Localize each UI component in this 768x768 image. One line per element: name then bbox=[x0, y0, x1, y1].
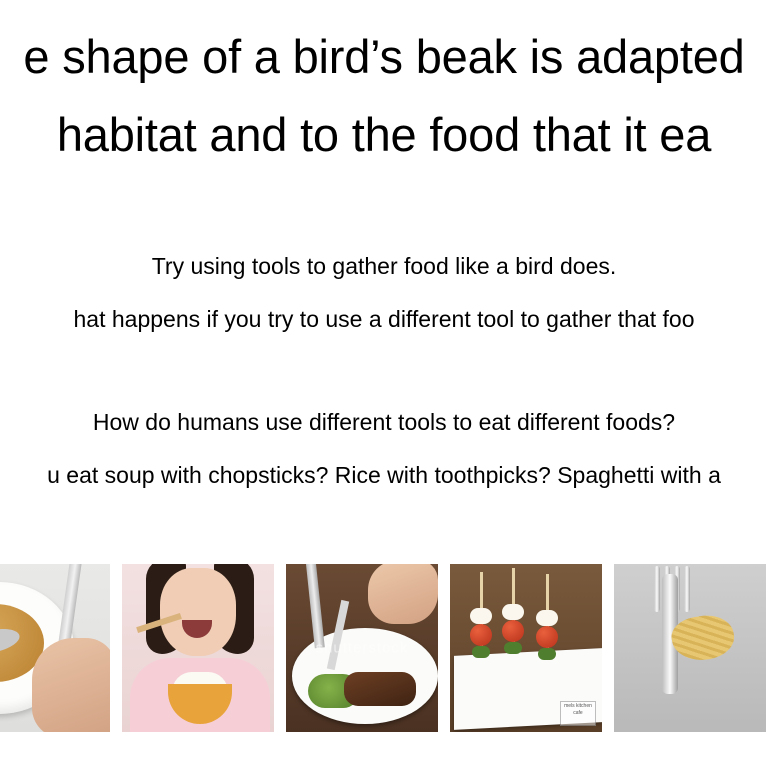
watermark-text: shutterstock bbox=[315, 639, 409, 657]
mozzarella-piece bbox=[470, 608, 492, 624]
basil-leaf bbox=[472, 646, 490, 658]
fork-tine bbox=[684, 566, 690, 612]
soup-bowl-photo bbox=[0, 564, 110, 732]
mozzarella-piece bbox=[502, 604, 524, 620]
body-line-3: How do humans use different tools to eat different foods? bbox=[92, 409, 676, 435]
knife-icon bbox=[305, 564, 325, 648]
slide-title bbox=[0, 18, 768, 174]
watermark-text: mels kitchen cafe bbox=[560, 701, 596, 726]
hand-shape bbox=[32, 638, 110, 732]
title-line-1: e shape of a bird’s beak is adapted bbox=[23, 30, 745, 83]
face-shape bbox=[160, 568, 236, 656]
spaghetti-shape bbox=[669, 611, 738, 665]
woman-rice-bowl-photo bbox=[122, 564, 274, 732]
tomato-piece bbox=[470, 624, 492, 646]
body-line-4: u eat soup with chopsticks? Rice with toothpicks? Spaghetti with a bbox=[47, 462, 721, 488]
basil-leaf bbox=[504, 642, 522, 654]
basil-leaf bbox=[538, 648, 556, 660]
tomato-piece bbox=[536, 626, 558, 648]
photo-strip bbox=[0, 564, 768, 732]
fork-tine bbox=[654, 566, 660, 612]
caprese-skewers-photo bbox=[450, 564, 602, 732]
steak-shape bbox=[344, 672, 416, 706]
steak-plate-photo bbox=[286, 564, 438, 732]
title-line-2: habitat and to the food that it ea bbox=[56, 108, 712, 161]
tomato-piece bbox=[502, 620, 524, 642]
slide-body bbox=[0, 240, 768, 502]
mozzarella-piece bbox=[536, 610, 558, 626]
knife-icon bbox=[58, 564, 82, 646]
body-line-2: hat happens if you try to use a different tool to gather that foo bbox=[73, 306, 695, 332]
fork-spaghetti-photo bbox=[614, 564, 766, 732]
body-line-1: Try using tools to gather food like a bird does. bbox=[151, 253, 617, 279]
hand-shape bbox=[368, 564, 438, 624]
